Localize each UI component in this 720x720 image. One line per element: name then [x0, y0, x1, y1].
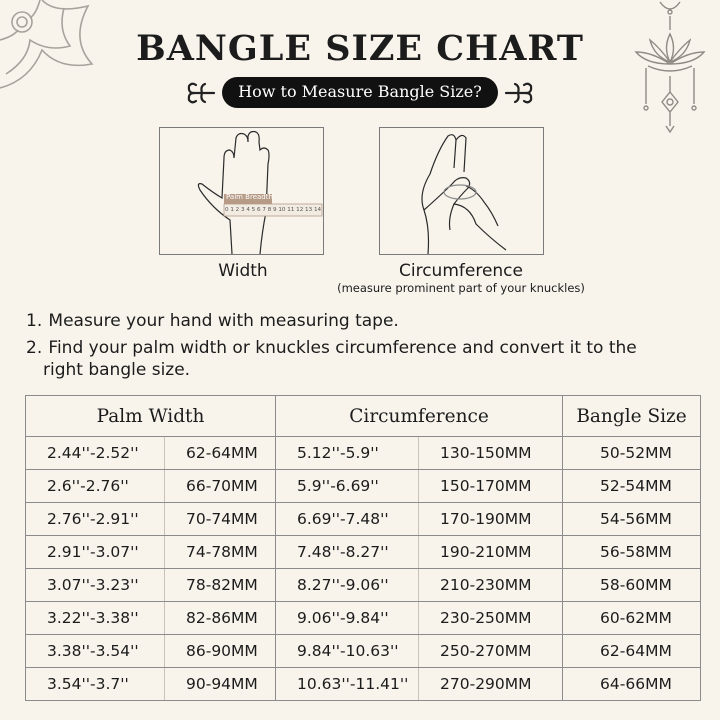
- bangle-size-cell: 52-54MM: [563, 470, 701, 503]
- bangle-size-cell: 58-60MM: [563, 569, 701, 602]
- palm-mm-cell: 74-78MM: [165, 536, 276, 569]
- palm-inch-cell: 3.38''-3.54'': [26, 635, 165, 668]
- palm-mm-cell: 86-90MM: [165, 635, 276, 668]
- page-title: BANGLE SIZE CHART: [136, 28, 584, 69]
- table-row: [26, 635, 701, 668]
- bangle-size-cell: 64-66MM: [563, 668, 701, 701]
- palm-mm-cell: 70-74MM: [165, 503, 276, 536]
- instruction-number: 1.: [26, 311, 43, 331]
- header-bangle-size: Bangle Size: [563, 396, 701, 437]
- width-figure: [159, 127, 324, 255]
- circ-mm-cell: 230-250MM: [419, 602, 563, 635]
- bangle-size-cell: 56-58MM: [563, 536, 701, 569]
- bangle-size-cell: 62-64MM: [563, 635, 701, 668]
- instruction-2: [26, 337, 706, 359]
- subtitle-pill: How to Measure Bangle Size?: [222, 77, 498, 108]
- palm-mm-cell: 62-64MM: [165, 437, 276, 470]
- palm-mm-cell: 82-86MM: [165, 602, 276, 635]
- width-label: Width: [218, 261, 268, 281]
- circumference-figure: [379, 127, 544, 255]
- palm-inch-cell: 2.6''-2.76'': [26, 470, 165, 503]
- table-row: [26, 602, 701, 635]
- circ-mm-cell: 130-150MM: [419, 437, 563, 470]
- circ-inch-cell: 9.84''-10.63'': [276, 635, 419, 668]
- header-palm-width: Palm Width: [26, 396, 276, 437]
- flourish-right-icon: [504, 80, 534, 106]
- palm-mm-cell: 78-82MM: [165, 569, 276, 602]
- palm-inch-cell: 2.76''-2.91'': [26, 503, 165, 536]
- circ-inch-cell: 8.27''-9.06'': [276, 569, 419, 602]
- instruction-number: 2.: [26, 338, 43, 358]
- circ-mm-cell: 250-270MM: [419, 635, 563, 668]
- palm-inch-cell: 3.54''-3.7'': [26, 668, 165, 701]
- instruction-text: Find your palm width or knuckles circumference and convert it to the: [48, 338, 637, 358]
- instruction-text: Measure your hand with measuring tape.: [48, 311, 399, 331]
- circ-mm-cell: 190-210MM: [419, 536, 563, 569]
- circ-mm-cell: 170-190MM: [419, 503, 563, 536]
- circ-inch-cell: 6.69''-7.48'': [276, 503, 419, 536]
- circ-inch-cell: 5.9''-6.69'': [276, 470, 419, 503]
- circ-mm-cell: 270-290MM: [419, 668, 563, 701]
- instruction-2-continued: right bangle size.: [43, 360, 191, 380]
- palm-inch-cell: 3.22''-3.38'': [26, 602, 165, 635]
- bangle-size-cell: 54-56MM: [563, 503, 701, 536]
- table-row: [26, 437, 701, 470]
- bangle-size-cell: 60-62MM: [563, 602, 701, 635]
- ruler-label: Palm Breadth: [226, 193, 273, 201]
- bangle-size-cell: 50-52MM: [563, 437, 701, 470]
- table-row: [26, 569, 701, 602]
- circ-mm-cell: 210-230MM: [419, 569, 563, 602]
- table-row: [26, 536, 701, 569]
- open-palm-icon: [160, 128, 323, 254]
- circ-inch-cell: 9.06''-9.84'': [276, 602, 419, 635]
- circumference-label: Circumference: [399, 261, 523, 281]
- header-circumference: Circumference: [276, 396, 563, 437]
- palm-inch-cell: 2.44''-2.52'': [26, 437, 165, 470]
- flourish-left-icon: [186, 80, 216, 106]
- table-row: [26, 668, 701, 701]
- palm-mm-cell: 90-94MM: [165, 668, 276, 701]
- circumference-note: (measure prominent part of your knuckles): [337, 281, 585, 295]
- knuckle-hand-icon: [380, 128, 543, 254]
- subtitle-row: [0, 77, 720, 108]
- circ-mm-cell: 150-170MM: [419, 470, 563, 503]
- circ-inch-cell: 7.48''-8.27'': [276, 536, 419, 569]
- ruler-digits: 0 1 2 3 4 5 6 7 8 9 10 11 12 13 14: [225, 207, 322, 213]
- size-table: [25, 395, 701, 701]
- table-row: [26, 503, 701, 536]
- table-row: [26, 470, 701, 503]
- palm-inch-cell: 2.91''-3.07'': [26, 536, 165, 569]
- circ-inch-cell: 10.63''-11.41'': [276, 668, 419, 701]
- palm-mm-cell: 66-70MM: [165, 470, 276, 503]
- instruction-1: [26, 310, 706, 332]
- circ-inch-cell: 5.12''-5.9'': [276, 437, 419, 470]
- palm-inch-cell: 3.07''-3.23'': [26, 569, 165, 602]
- table-header-row: [26, 396, 701, 437]
